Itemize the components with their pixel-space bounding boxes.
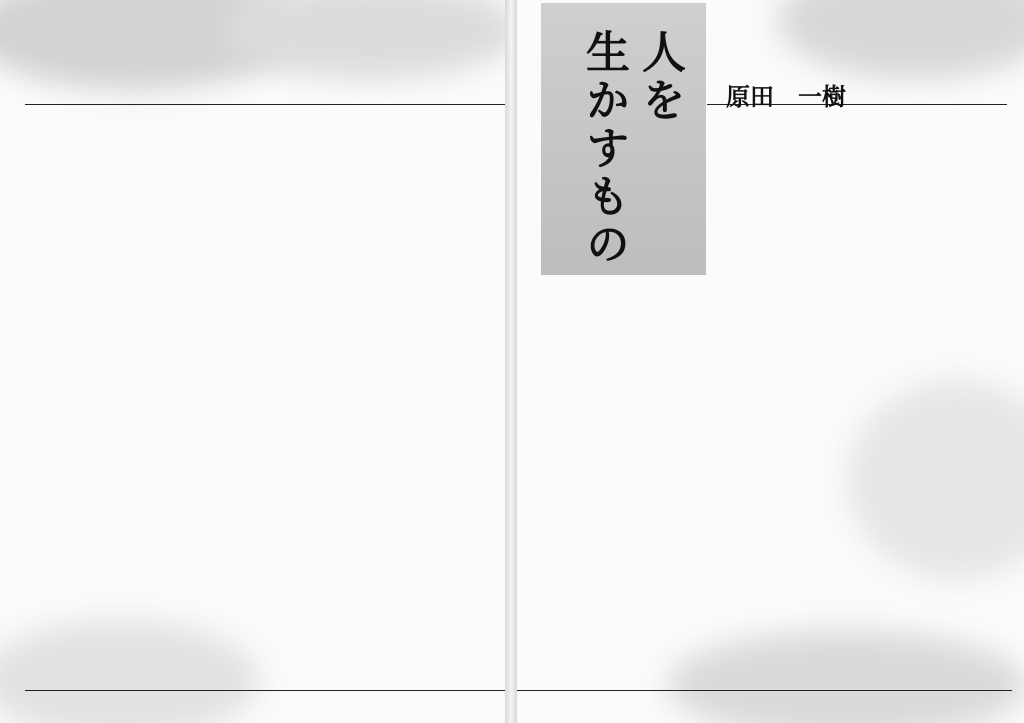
cloud-decoration: [220, 0, 505, 80]
gutter: [505, 0, 517, 723]
author-name: 原田 一樹: [726, 82, 846, 111]
cloud-decoration: [777, 0, 1024, 80]
bottom-rule: [517, 690, 1012, 691]
title-line-2: 生かすもの: [578, 29, 629, 269]
title-box: [541, 3, 706, 275]
top-rule: [25, 104, 505, 105]
body-text-block: [60, 125, 490, 680]
title-line-1: 人を: [634, 29, 685, 125]
bottom-rule: [25, 690, 505, 691]
left-page: [0, 0, 505, 723]
